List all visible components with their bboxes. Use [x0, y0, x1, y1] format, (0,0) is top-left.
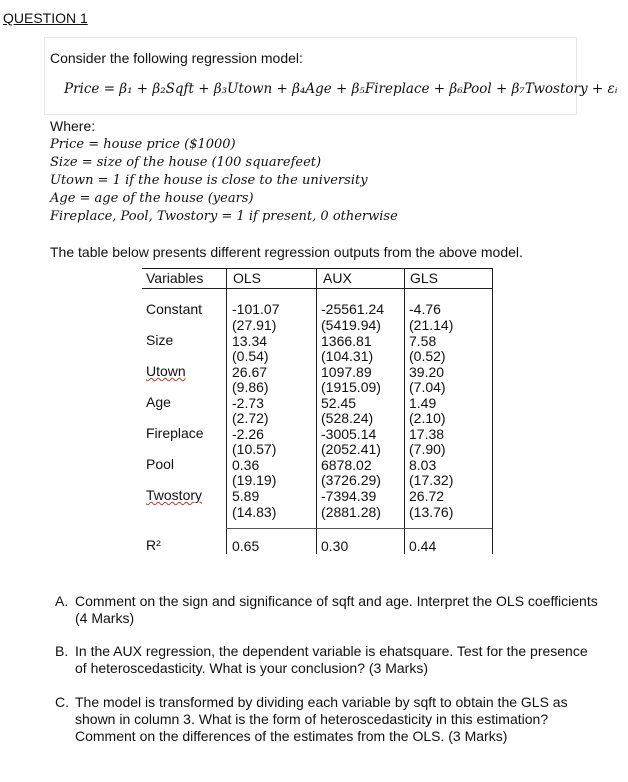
- row-label-pool: Pool: [146, 456, 175, 472]
- gls-value: (13.76): [409, 504, 454, 520]
- ols-value: -101.07: [232, 301, 280, 317]
- row-label-fireplace: Fireplace: [146, 425, 204, 441]
- gls-value: -4.76: [409, 301, 441, 317]
- table-divider-2: [316, 268, 317, 554]
- gls-value: 39.20: [409, 364, 445, 380]
- gls-r2: 0.44: [409, 538, 437, 554]
- question-c: [55, 694, 600, 754]
- definition-price: Price = house price ($1000): [50, 137, 236, 152]
- row-label-r2: R²: [146, 537, 161, 553]
- aux-value: (2052.41): [321, 441, 381, 457]
- aux-value: (5419.94): [321, 317, 381, 333]
- ols-r2: 0.65: [232, 538, 260, 554]
- gls-value: (21.14): [409, 317, 454, 333]
- ols-value: (0.54): [232, 348, 269, 364]
- row-label-utown: Utown: [146, 363, 186, 379]
- aux-value: 6878.02: [321, 457, 372, 473]
- aux-value: 1097.89: [321, 364, 372, 380]
- row-label-size: Size: [146, 332, 174, 348]
- ols-value: (14.83): [232, 504, 277, 520]
- gls-value: (2.10): [409, 410, 446, 426]
- aux-value: (3726.29): [321, 472, 381, 488]
- model-box: [44, 37, 577, 115]
- aux-value: (104.31): [321, 348, 374, 364]
- gls-value: (7.90): [409, 441, 446, 457]
- header-aux: AUX: [323, 270, 352, 286]
- table-header-border: [142, 288, 493, 289]
- aux-value: -7394.39: [321, 488, 377, 504]
- ols-value: (19.19): [232, 472, 277, 488]
- definition-size: Size = size of the house (100 squarefeet): [50, 155, 322, 170]
- table-divider-1: [226, 268, 227, 554]
- gls-value: 17.38: [409, 426, 445, 442]
- question-a-text: Comment on the sign and significance of sqft and age. Interpret the OLS coefficients (4 Marks): [75, 593, 598, 626]
- ols-value: 13.34: [232, 333, 268, 349]
- question-c-text: The model is transformed by dividing each variable by sqft to obtain the GLS as shown in column 3. What is the form of heteroscedasticity in this estimation? Comment on the differences of the estimates from the OLS. (3 Marks): [75, 694, 568, 744]
- header-ols: OLS: [233, 270, 262, 286]
- row-label-twostory: Twostory: [146, 487, 203, 503]
- row-label-constant: Constant: [146, 301, 203, 317]
- ols-value: (27.91): [232, 317, 277, 333]
- gls-value: 8.03: [409, 457, 437, 473]
- question-b-letter: B.: [55, 643, 69, 659]
- definition-age: Age = age of the house (years): [50, 191, 254, 206]
- header-gls: GLS: [410, 270, 439, 286]
- aux-r2: 0.30: [321, 538, 349, 554]
- ols-value: (9.86): [232, 379, 269, 395]
- gls-value: (17.32): [409, 472, 454, 488]
- table-intro-text: The table below presents different regression outputs from the above model.: [50, 244, 523, 260]
- definition-utown: Utown = 1 if the house is close to the university: [50, 173, 368, 188]
- gls-value: (0.52): [409, 348, 446, 364]
- ols-value: 0.36: [232, 457, 260, 473]
- aux-value: 1366.81: [321, 333, 372, 349]
- ols-value: -2.73: [232, 395, 264, 411]
- ols-value: (2.72): [232, 410, 269, 426]
- gls-value: 7.58: [409, 333, 437, 349]
- definition-dummies: Fireplace, Pool, Twostory = 1 if present, 0 otherwise: [50, 209, 398, 224]
- question-heading: QUESTION 1: [3, 10, 88, 26]
- ols-value: 26.67: [232, 364, 268, 380]
- aux-value: -3005.14: [321, 426, 377, 442]
- aux-value: (2881.28): [321, 504, 381, 520]
- ols-value: -2.26: [232, 426, 264, 442]
- ols-value: (10.57): [232, 441, 277, 457]
- aux-value: -25561.24: [321, 301, 385, 317]
- row-label-age: Age: [146, 394, 171, 410]
- header-variables: Variables: [146, 270, 204, 286]
- table-r2-border: [226, 528, 492, 529]
- gls-value: (7.04): [409, 379, 446, 395]
- question-b: [55, 643, 600, 683]
- table-divider-3: [404, 268, 405, 554]
- question-a-letter: A.: [55, 593, 69, 609]
- ols-value: 5.89: [232, 488, 260, 504]
- question-a: [55, 593, 600, 633]
- table-top-border: [142, 268, 493, 269]
- gls-value: 1.49: [409, 395, 437, 411]
- question-b-text: In the AUX regression, the dependent variable is ehatsquare. Test for the presence of heteroscedasticity. What is your conclusion? (3 Marks): [75, 643, 588, 676]
- aux-value: 52.45: [321, 395, 357, 411]
- intro-text: Consider the following regression model:: [50, 50, 303, 66]
- where-label: Where:: [50, 118, 96, 134]
- model-equation: Price = β₁ + β₂Sqft + β₃Utown + β₄Age + β₅Fireplace + β₆Pool + β₇Twostory + εᵢ: [64, 81, 618, 97]
- gls-value: 26.72: [409, 488, 445, 504]
- question-c-letter: C.: [55, 694, 69, 710]
- aux-value: (1915.09): [321, 379, 381, 395]
- aux-value: (528.24): [321, 410, 374, 426]
- table-divider-4: [492, 268, 493, 554]
